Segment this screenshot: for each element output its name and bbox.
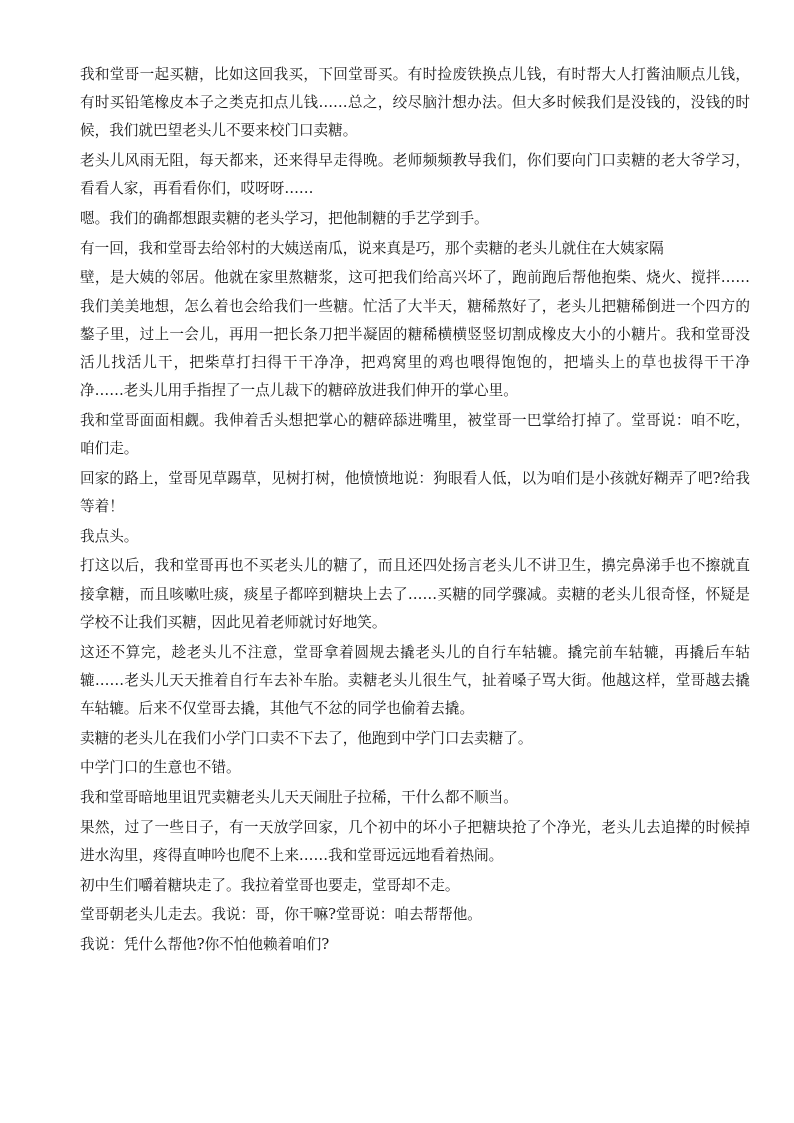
paragraph: 我点头。 bbox=[80, 527, 139, 545]
paragraph: 果然，过了一些日子，有一天放学回家，几个初中的坏小子把糖块抢了个净光，老头儿去追撵的时候掉进水沟里，疼得直呻吟也爬不上来……我和堂哥远远地看着热闹。 bbox=[80, 818, 750, 864]
paragraph: 打这以后，我和堂哥再也不买老头儿的糖了，而且还四处扬言老头儿不讲卫生，擤完鼻涕手也不擦就直接拿糖，而且咳嗽吐痰，痰星子都啐到糖块上去了……买糖的同学骤减。卖糖的老头儿很奇怪，怀疑是学校不让我们买糖，因此见着老师就讨好地笑。 bbox=[80, 557, 750, 631]
paragraph: 我说：凭什么帮他?你不怕他赖着咱们? bbox=[80, 936, 330, 954]
paragraph: 嗯。我们的确都想跟卖糖的老头学习，把他制糖的手艺学到手。 bbox=[80, 210, 489, 228]
paragraph: 我和堂哥面面相觑。我伸着舌头想把掌心的糖碎舔进嘴里，被堂哥一巴掌给打掉了。堂哥说：咱不吃，咱们走。 bbox=[80, 411, 750, 458]
paragraph: 中学门口的生意也不错。 bbox=[80, 759, 241, 777]
paragraph: 堂哥朝老头儿走去。我说：哥，你干嘛?堂哥说：咱去帮帮他。 bbox=[80, 906, 482, 924]
paragraph: 我和堂哥一起买糖，比如这回我买，下回堂哥买。有时捡废铁换点儿钱，有时帮大人打酱油顺点儿钱，有时买铅笔橡皮本子之类克扣点儿钱……总之，绞尽脑汁想办法。但大多时候我们是没钱的，没钱的时候，我们就巴望老头儿不要来校门口卖糖。 bbox=[80, 66, 750, 140]
paragraph: 有一回，我和堂哥去给邻村的大姨送南瓜，说来真是巧，那个卖糖的老头儿就住在大姨家隔 bbox=[80, 239, 664, 257]
paragraph: 壁，是大姨的邻居。他就在家里熬糖浆，这可把我们给高兴坏了，跑前跑后帮他抱柴、烧火、搅拌……我们美美地想，怎么着也会给我们一些糖。忙活了大半天，糖稀熬好了，老头儿把糖稀倒进一个四方的鏊子里，过上一会儿，再用一把长条刀把半凝固的糖稀横横竖竖切割成橡皮大小的小糖片。我和堂哥没活儿找活儿干，把柴草打扫得干干净净，把鸡窝里的鸡也喂得饱饱的，把墙头上的草也拔得干干净净……老头儿用手指捏了一点儿裁下的糖碎放进我们伸开的掌心里。 bbox=[80, 269, 750, 400]
paragraph: 我和堂哥暗地里诅咒卖糖老头儿天天闹肚子拉稀，干什么都不顺当。 bbox=[80, 789, 518, 807]
paragraph: 这还不算完，趁老头儿不注意，堂哥拿着圆规去撬老头儿的自行车轱辘。撬完前车轱辘，再撬后车轱辘……老头儿天天推着自行车去补车胎。卖糖老头儿很生气，扯着嗓子骂大街。他越这样，堂哥越去撬车轱辘。后来不仅堂哥去撬，其他气不忿的同学也偷着去撬。 bbox=[80, 643, 750, 717]
story-text bbox=[80, 61, 750, 961]
paragraph: 回家的路上，堂哥见草踢草，见树打树，他愤愤地说：狗眼看人低，以为咱们是小孩就好糊弄了吧?给我等着！ bbox=[80, 469, 750, 516]
paragraph: 老头儿风雨无阻，每天都来，还来得早走得晚。老师频频教导我们，你们要向门口卖糖的老大爷学习，看看人家，再看看你们，哎呀呀…… bbox=[80, 152, 750, 198]
paragraph: 初中生们嚼着糖块走了。我拉着堂哥也要走，堂哥却不走。 bbox=[80, 876, 460, 894]
paragraph: 卖糖的老头儿在我们小学门口卖不下去了，他跑到中学门口去卖糖了。 bbox=[80, 729, 533, 747]
